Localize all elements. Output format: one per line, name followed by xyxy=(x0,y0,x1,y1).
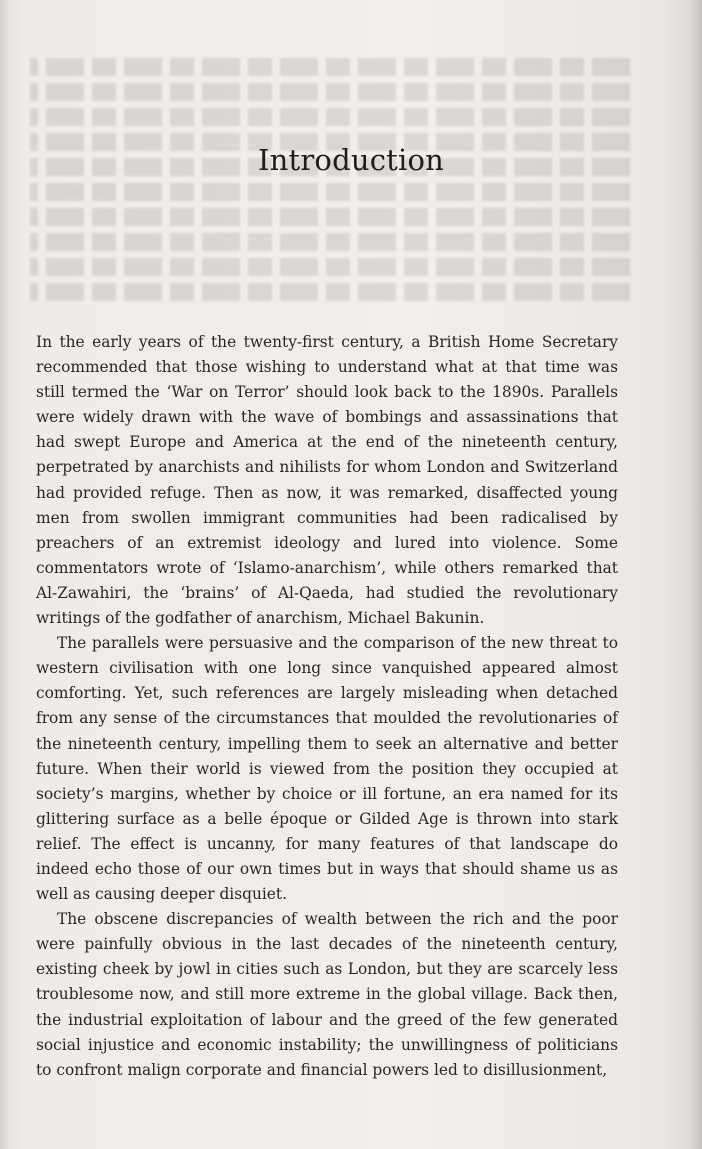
show-through-line xyxy=(30,108,630,126)
chapter-body xyxy=(36,330,618,1083)
show-through-line xyxy=(30,58,630,76)
show-through-line xyxy=(30,283,630,301)
show-through-text xyxy=(30,58,630,328)
show-through-line xyxy=(30,258,630,276)
paragraph: The obscene discrepancies of wealth between the rich and the poor were painfully obvious in the last decades of the nineteenth century, existing cheek by jowl in cities such as London, but they are scarcely less troublesome now, and still more extreme in the global village. Back then, the industrial exploitation of labour and the greed of the few generated social injustice and economic instability; the unwillingness of politicians to confront malign corporate and financial powers led to disillusionment, xyxy=(36,910,618,1079)
paragraph: In the early years of the twenty-first century, a British Home Secretary recommended that those wishing to understand what at that time was still termed the ‘War on Terror’ should look back to the 1890s. Parallels were widely drawn with the wave of bombings and assassinations that had swept Europe and America at the end of the nineteenth century, perpetrated by anarchists and nihilists for whom London and Switzerland had provided refuge. Then as now, it was remarked, disaffected young men from swollen immigrant communities had been radicalised by preachers of an extremist ideology and lured into violence. Some commentators wrote of ‘Islamo-anarchism’, while others remarked that Al-Zawahiri, the ‘brains’ of Al-Qaeda, had studied the revolutionary writings of the godfather of anarchism, Michael Bakunin. xyxy=(36,333,618,628)
show-through-line xyxy=(30,83,630,101)
show-through-line xyxy=(30,183,630,201)
show-through-line xyxy=(30,208,630,226)
chapter-heading: Introduction xyxy=(257,143,445,177)
show-through-line xyxy=(30,233,630,251)
paragraph: The parallels were persuasive and the comparison of the new threat to western civilisation with one long since vanquished appeared almost comforting. Yet, such references are largely misleading when detached from any sense of the circumstances that moulded the revolutionaries of the nineteenth century, impelling them to seek an alternative and better future. When their world is viewed from the position they occupied at society’s margins, whether by choice or ill fortune, an era named for its glittering surface as a belle époque or Gilded Age is thrown into stark relief. The effect is uncanny, for many features of that landscape do indeed echo those of our own times but in ways that should shame us as well as causing deeper disquiet. xyxy=(36,634,618,904)
